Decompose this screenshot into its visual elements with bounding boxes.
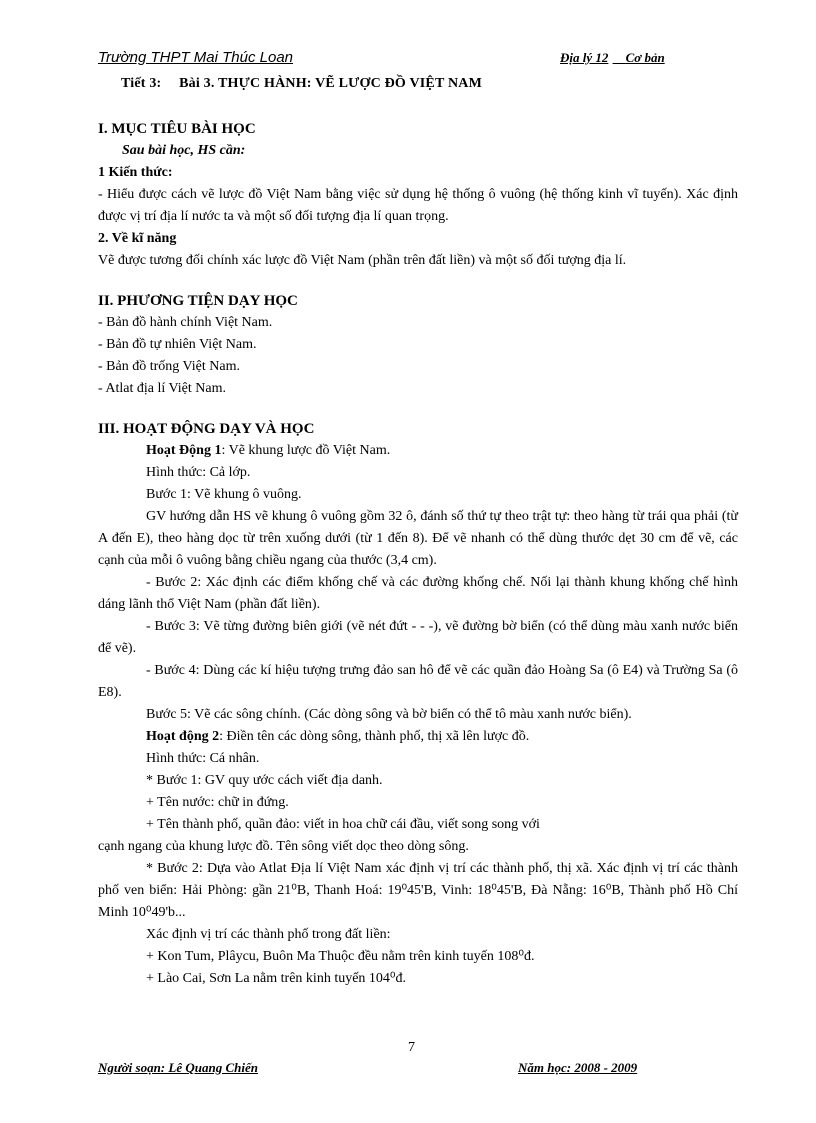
footer-author: Người soạn: Lê Quang Chiến — [98, 1060, 258, 1075]
header-subject-sep — [613, 50, 626, 65]
paragraph: - Bước 4: Dùng các kí hiệu tượng trưng đảo san hô để vẽ các quần đảo Hoàng Sa (ô E4) và Trường Sa (ô E8). — [98, 663, 738, 700]
paragraph: * Bước 1: GV quy ước cách viết địa danh. — [146, 773, 383, 788]
section-1-intro: Sau bài học, HS cần: — [122, 143, 246, 158]
header-subject — [560, 49, 665, 66]
paragraph: + Tên thành phố, quần đảo: viết in hoa chữ cái đầu, viết song song với — [146, 817, 540, 832]
skills-text: Vẽ được tương đối chính xác lược đồ Việt Nam (phần trên đất liền) và một số đối tượng địa lí. — [98, 253, 627, 268]
section-3-heading: III. HOẠT ĐỘNG DẠY VÀ HỌC — [98, 421, 315, 437]
paragraph: + Lào Cai, Sơn La nằm trên kinh tuyến 104⁰đ. — [146, 971, 407, 986]
footer-year: Năm học: 2008 - 2009 — [518, 1060, 638, 1075]
paragraph: Hình thức: Cả lớp. — [146, 465, 251, 480]
activity-1-text: : Vẽ khung lược đồ Việt Nam. — [221, 443, 391, 458]
lesson-title — [121, 76, 482, 92]
paragraph: Xác định vị trí các thành phố trong đất liền: — [146, 927, 391, 942]
paragraph: + Tên nước: chữ in đứng. — [146, 795, 289, 810]
document-body — [98, 118, 738, 990]
paragraph: + Kon Tum, Plâycu, Buôn Ma Thuộc đều nằm trên kinh tuyến 108⁰đ. — [146, 949, 535, 964]
paragraph: Bước 1: Vẽ khung ô vuông. — [146, 487, 302, 502]
paragraph: * Bước 2: Dựa vào Atlat Địa lí Việt Nam xác định vị trí các thành phố, thị xã. Xác định vị trí các thành phố ven biển: Hải Phòng: gần 21⁰B, Thanh Hoá: 19⁰45'B, Vinh: 18⁰45'B, Đà Nẵng: 16⁰B, Thành phố Hồ Chí Minh 10⁰49'b... — [98, 861, 738, 920]
material-item: - Atlat địa lí Việt Nam. — [98, 381, 226, 396]
header-subject-name: Địa lý 12 — [560, 50, 609, 65]
activity-2-label: Hoạt động 2 — [146, 729, 220, 744]
material-item: - Bản đồ trống Việt Nam. — [98, 359, 240, 374]
activity-1-label: Hoạt Động 1 — [146, 443, 222, 458]
paragraph: - Bước 2: Xác định các điểm khống chế và các đường khống chế. Nối lại thành khung khống chế hình dáng lãnh thổ Việt Nam (phần đất liền). — [98, 575, 738, 612]
header-subject-level: Cơ bản — [625, 50, 665, 65]
knowledge-text: - Hiểu được cách vẽ lược đồ Việt Nam bằng việc sử dụng hệ thống ô vuông (hệ thống kinh vĩ tuyến). Xác định được vị trí địa lí nước ta và một số đối tượng địa lí quan trọng. — [98, 187, 738, 224]
paragraph: Bước 5: Vẽ các sông chính. (Các dòng sông và bờ biển có thể tô màu xanh nước biển). — [146, 707, 632, 722]
activity-1-line — [98, 440, 738, 462]
paragraph: - Bước 3: Vẽ từng đường biên giới (vẽ nét đứt - - -), vẽ đường bờ biển (có thể dùng màu xanh nước biển để vẽ). — [98, 619, 738, 656]
section-2-heading: II. PHƯƠNG TIỆN DẠY HỌC — [98, 293, 298, 309]
section-1-heading: I. MỤC TIÊU BÀI HỌC — [98, 121, 256, 137]
page-number: 7 — [408, 1040, 415, 1055]
knowledge-heading: 1 Kiến thức: — [98, 165, 173, 180]
lesson-title-text: Bài 3. THỰC HÀNH: VẼ LƯỢC ĐỒ VIỆT NAM — [179, 76, 482, 91]
paragraph: GV hướng dẫn HS vẽ khung ô vuông gồm 32 ô, đánh số thứ tự theo trật tự: theo hàng từ trái qua phải (từ A đến E), theo hàng dọc từ trên xuống dưới (từ 1 đến 8). Để vẽ nhanh có thể dùng thước dẹt 30 cm để vẽ, các cạnh của mỗi ô vuông bằng chiều ngang của thước (3,4 cm). — [98, 509, 738, 568]
material-item: - Bản đồ hành chính Việt Nam. — [98, 315, 273, 330]
skills-heading: 2. Về kĩ năng — [98, 231, 177, 246]
paragraph: Hình thức: Cá nhân. — [146, 751, 260, 766]
header-school: Trường THPT Mai Thúc Loan — [98, 49, 294, 66]
material-item: - Bản đồ tự nhiên Việt Nam. — [98, 337, 257, 352]
activity-2-line — [98, 726, 738, 748]
paragraph: cạnh ngang của khung lược đồ. Tên sông viết dọc theo dòng sông. — [98, 839, 469, 854]
lesson-number: Tiết 3: — [121, 76, 162, 91]
activity-2-text: : Điền tên các dòng sông, thành phố, thị xã lên lược đồ. — [219, 729, 530, 744]
